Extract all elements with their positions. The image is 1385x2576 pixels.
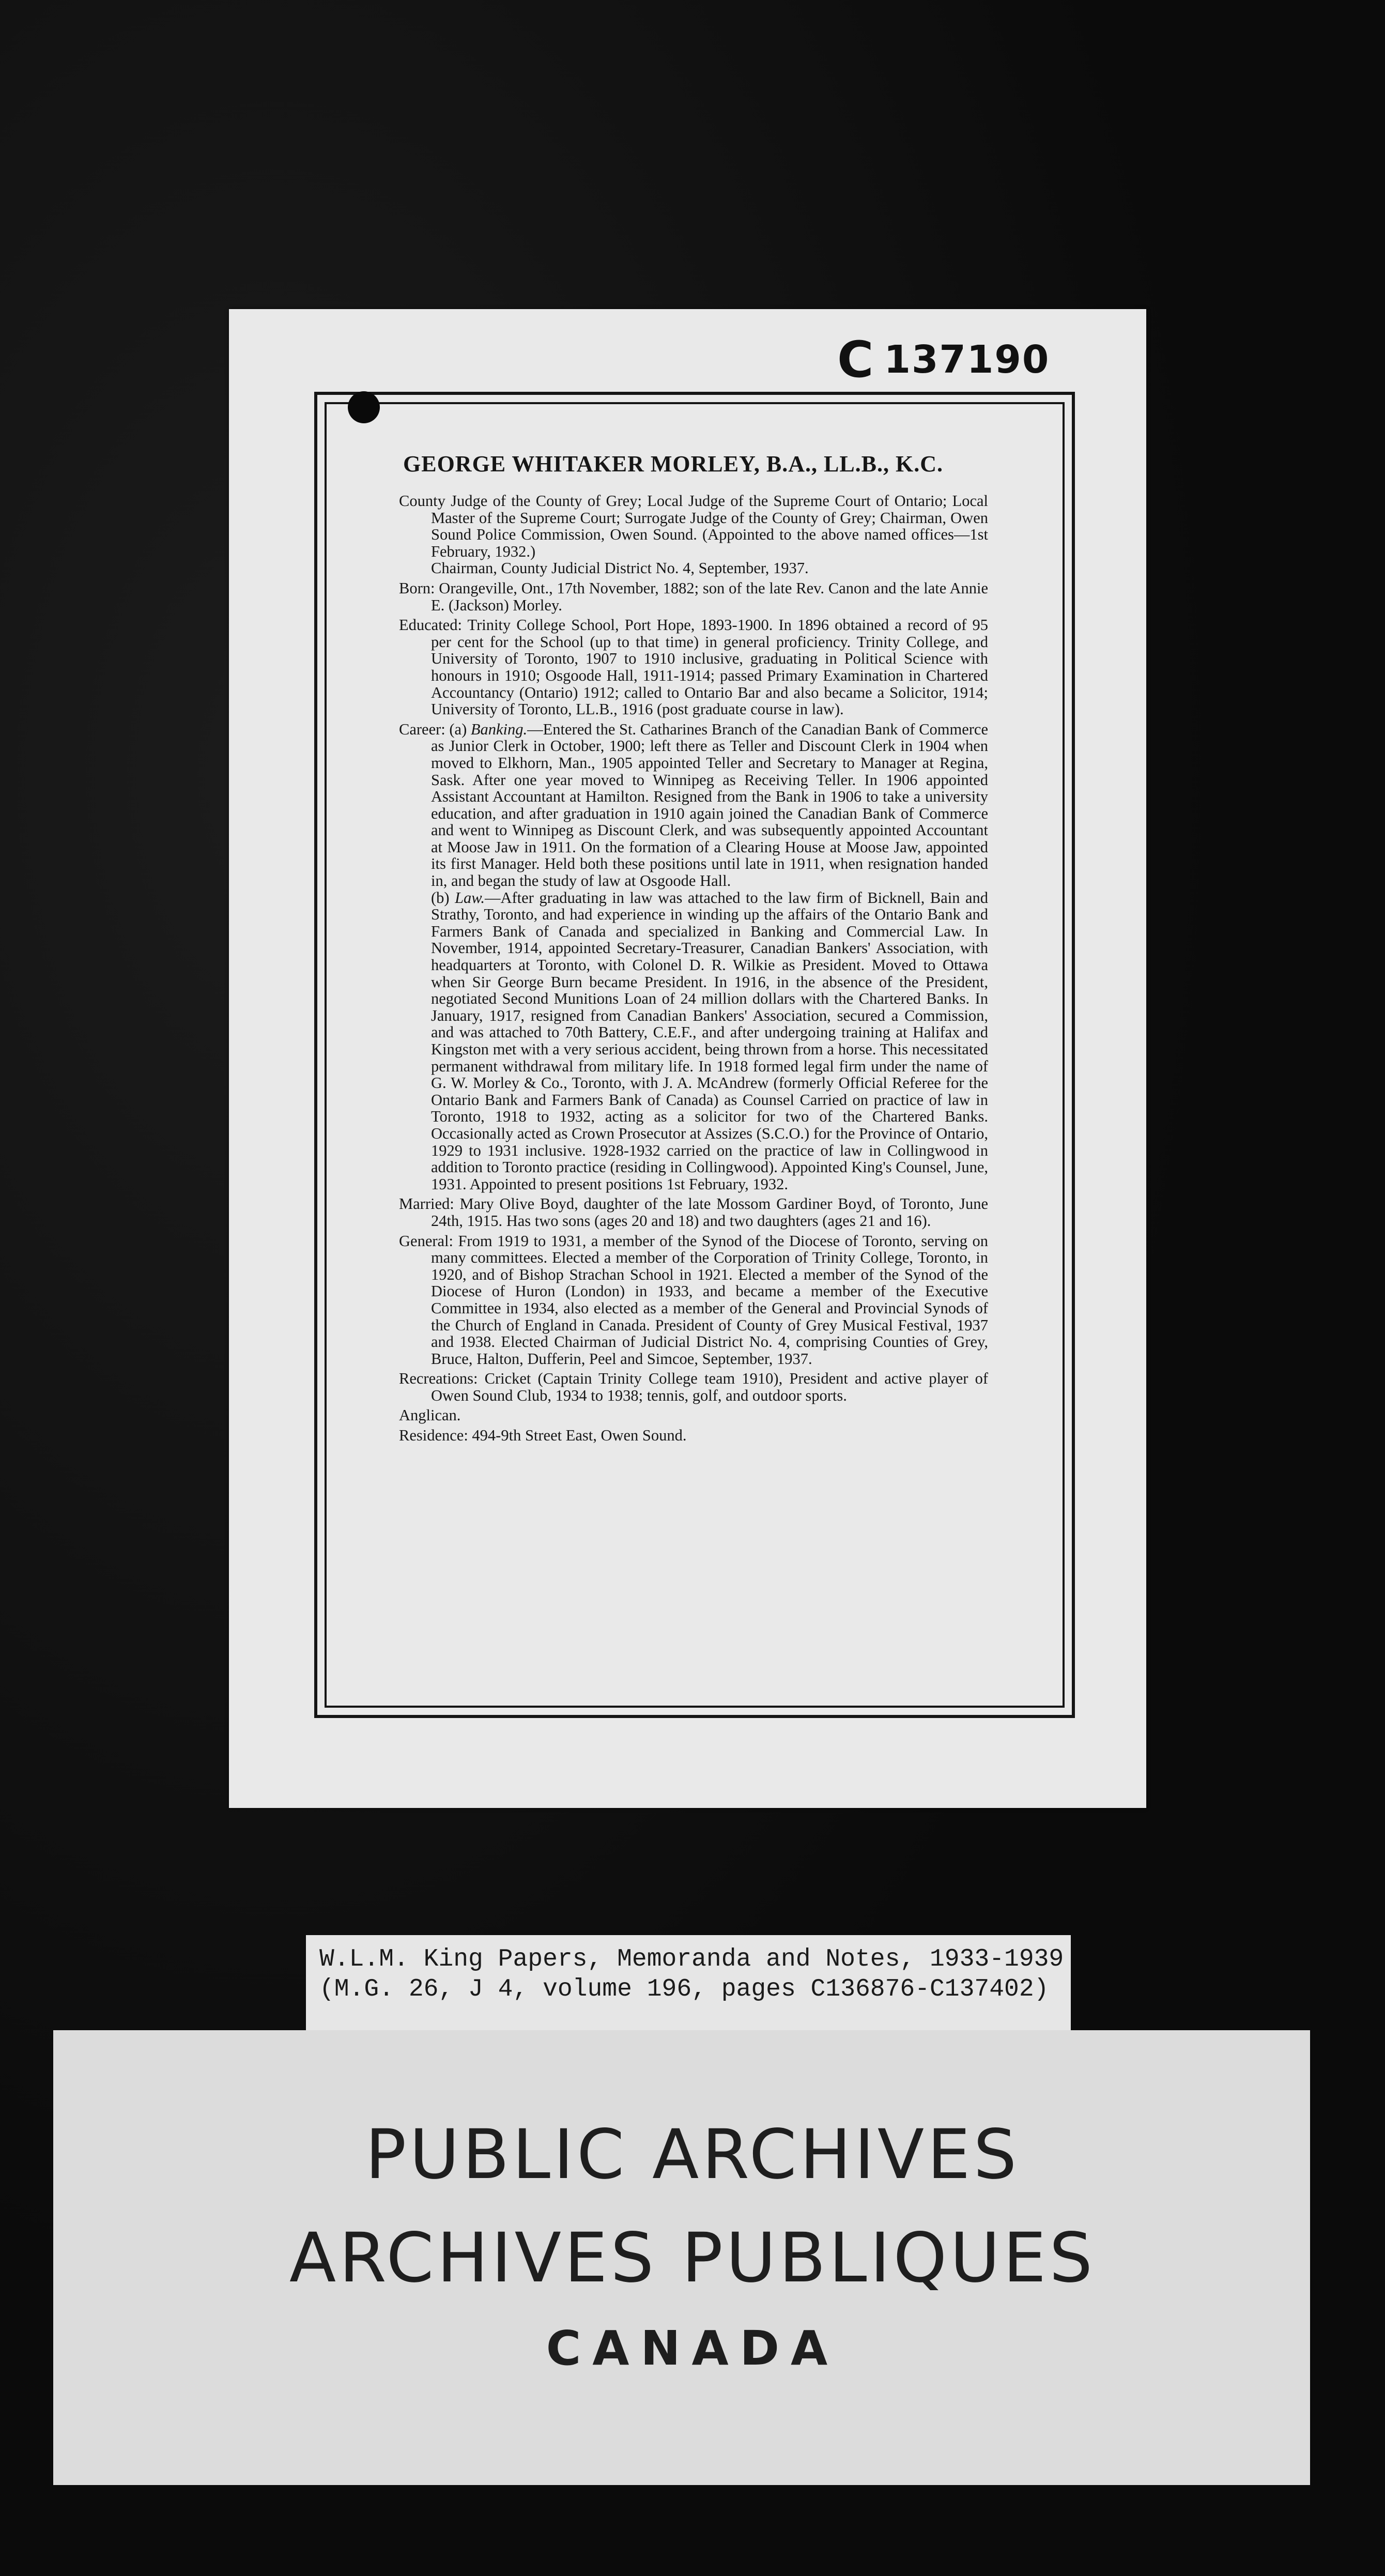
entry-position-sub: Chairman, County Judicial District No. 4, September, 1937. (431, 559, 809, 577)
reference-number: 137190 (884, 338, 1050, 382)
entry-religion: Anglican. (399, 1406, 461, 1424)
citation-line-2: (M.G. 26, J 4, volume 196, pages C136876-C137402) (319, 1975, 1049, 2003)
career-banking-label: Banking. (470, 720, 528, 738)
biography-body (399, 451, 988, 1447)
career-law-prefix: (b) (431, 888, 455, 907)
career-law-label: Law. (455, 888, 485, 907)
entry-position: County Judge of the County of Grey; Local Judge of the Supreme Court of Ontario; Local Master of the Supreme Court; Surrogate Judge of the County of Grey; Chairman, Owen Sound Police Commission, Owen Sound. (Appointed to the above named offices—1st February, 1932.) (399, 492, 988, 560)
entry-born: Born: Orangeville, Ont., 17th November, 1882; son of the late Rev. Canon and the late Annie E. (Jackson) Morley. (399, 579, 988, 614)
entry-residence: Residence: 494-9th Street East, Owen Sound. (399, 1427, 687, 1445)
entry-educated: Educated: Trinity College School, Port Hope, 1893-1900. In 1896 obtained a record of 95 per cent for the School (up to that time) in general proficiency. Trinity College, and University of Toronto, 1907 to 1910 inclusive, graduating in Political Science with honours in 1910; Osgoode Hall, 1911-1914; passed Primary Examination in Chartered Accountancy (Ontario) 1912; called to Ontario Bar and also became a Solicitor, 1914; University of Toronto, LL.B., 1916 (post graduate course in law). (399, 616, 988, 718)
citation-line-1: W.L.M. King Papers, Memoranda and Notes, 1933-1939 (319, 1945, 1064, 1973)
punch-hole-icon (348, 391, 380, 423)
citation-label (306, 1935, 1071, 2038)
archives-title-french: ARCHIVES PUBLIQUES (289, 2218, 1096, 2298)
career-banking-text: —Entered the St. Catharines Branch of the Canadian Bank of Commerce as Junior Clerk in October, 1900; left there as Teller and Discount Clerk in 1904 when moved to Elkhorn, Man., 1905 appointed Teller and Secretary to Manager at Regina, Sask. After one year moved to Winnipeg as Receiving Teller. In 1906 appointed Assistant Accountant at Hamilton. Resigned from the Bank in 1906 to take a university education, and after graduation in 1910 again joined the Canadian Bank of Commerce and went to Winnipeg as Discount Clerk, and was subsequently appointed Accountant at Moose Jaw in 1911. On the formation of a Clearing House at Moose Jaw, appointed its first Manager. Held both these positions until late in 1911, when resignation handed in, and began the study of law at Osgoode Hall. (431, 720, 989, 890)
entry-career-banking (399, 721, 988, 890)
archives-country: CANADA (546, 2321, 839, 2376)
entry-recreations: Recreations: Cricket (Captain Trinity College team 1910), President and active player of Owen Sound Club, 1934 to 1938; tennis, golf, and outdoor sports. (399, 1370, 988, 1404)
reference-prefix: C (837, 331, 875, 389)
entry-career-law (399, 890, 988, 1193)
entry-general: General: From 1919 to 1931, a member of the Synod of the Diocese of Toronto, serving on many committees. Elected a member of the Corporation of Trinity College, Toronto, in 1920, and of Bishop Strachan School in 1921. Elected a member of the Synod of the Diocese of Huron (London) in 1933, and became a member of the Executive Committee in 1934, also elected as a member of the General and Provincial Synods of the Church of England in Canada. President of County of Grey Musical Festival, 1937 and 1938. Elected Chairman of Judicial District No. 4, comprising Counties of Grey, Bruce, Halton, Dufferin, Peel and Simcoe, September, 1937. (399, 1232, 988, 1368)
page-title: GEORGE WHITAKER MORLEY, B.A., LL.B., K.C. (403, 451, 944, 477)
reference-stamp (837, 331, 1054, 388)
career-banking-prefix: Career: (a) (399, 720, 471, 738)
career-law-text: —After graduating in law was attached to the law firm of Bicknell, Bain and Strathy, Toronto, and had experience in winding up the affairs of the Ontario Bank and Farmers Bank of Canada and specialized in Banking and Commercial Law. In November, 1914, appointed Secretary-Treasurer, Canadian Bankers' Association, with headquarters at Toronto, with Colonel D. R. Wilkie as President. Moved to Ottawa when Sir George Burn became President. In 1916, in the absence of the President, negotiated Second Munitions Loan of 24 million dollars with the Chartered Banks. In January, 1917, resigned from Canadian Bankers' Association, secured a Commission, and was attached to 70th Battery, C.E.F., and after undergoing training at Halifax and Kingston met with a very serious accident, being thrown from a horse. This necessitated permanent withdrawal from military life. In 1918 formed legal firm under the name of G. W. Morley & Co., Toronto, with J. A. McAndrew (formerly Official Referee for the Ontario Bank and Farmers Bank of Canada) as Counsel Carried on practice of law in Toronto, 1918 to 1932, acting as a solicitor for two of the Chartered Banks. Occasionally acted as Crown Prosecutor at Assizes (S.C.O.) for the Province of Ontario, 1929 to 1931 inclusive. 1928-1932 carried on the practice of law in Collingwood in addition to Toronto practice (residing in Collingwood). Appointed King's Counsel, June, 1931. Appointed to present positions 1st February, 1932. (431, 888, 988, 1193)
archives-title-english: PUBLIC ARCHIVES (365, 2115, 1020, 2195)
entry-married: Married: Mary Olive Boyd, daughter of the late Mossom Gardiner Boyd, of Toronto, June 24th, 1915. Has two sons (ages 20 and 18) and two daughters (ages 21 and 16). (399, 1195, 988, 1230)
